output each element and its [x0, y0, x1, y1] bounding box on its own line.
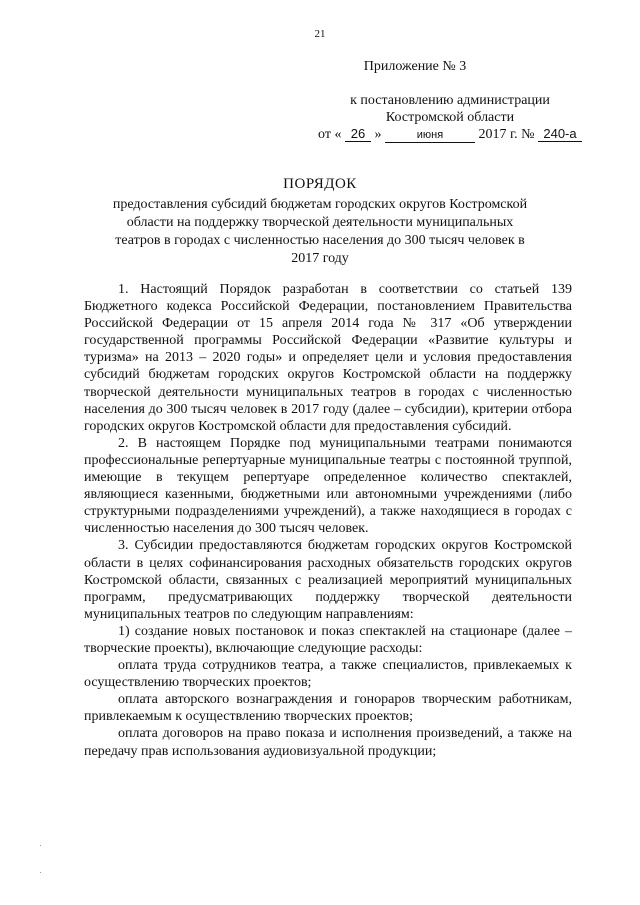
appendix-line-2: Костромской области [385, 110, 515, 125]
document-title: ПОРЯДОК [283, 176, 357, 192]
paragraph-3: 3. Субсидии предоставляются бюджетам городских округов Костромской области в целях софинансирования расходных обязательств городских округов Костромской области, связанных с реализацией мероприятий муниципальных программ, предусматривающих поддержку творческой деятельности муниципальных театров по следующим направлениям: [84, 538, 572, 622]
date-prefix: от « [318, 127, 342, 142]
document-subtitle: предоставления субсидий бюджетам городских округов Костромской области на поддержку творческой деятельности муниципальных театров в городах с численностью населения до 300 тысяч человек в 2017 году [112, 197, 528, 266]
paragraph-4: 1) создание новых постановок и показ спектаклей на стационаре (далее – творческие проекты), включающие следующие расходы: [84, 623, 572, 656]
scan-speck [40, 845, 41, 846]
page-number: 21 [314, 28, 326, 40]
appendix-line-1: к постановлению администрации [350, 93, 550, 108]
date-day: 26 [345, 127, 371, 142]
appendix-date-line [300, 126, 600, 143]
resolution-number: 240-а [538, 127, 582, 142]
paragraph-1: 1. Настоящий Порядок разработан в соответствии со статьей 139 Бюджетного кодекса Российской Федерации, постановлением Правительства Российской Федерации от 15 апреля 2014 года № 317 «Об утверждении государственной программы Российской Федерации «Развитие культуры и туризма» на 2013 – 2020 годы» и определяет цели и условия предоставления субсидий бюджетам городских округов Костромской области на поддержку творческой деятельности муниципальных театров в городах с численностью населения до 300 тысяч человек в 2017 году (далее – субсидии), критерии отбора городских округов Костромской области для предоставления субсидий. [84, 282, 572, 434]
appendix-title: Приложение № 3 [363, 59, 467, 74]
paragraph-6: оплата авторского вознаграждения и гонораров творческим работникам, привлекаемым к осуществлению творческих проектов; [84, 692, 572, 725]
scan-speck [40, 872, 41, 873]
document-body [84, 281, 572, 760]
paragraph-2: 2. В настоящем Порядке под муниципальными театрами понимаются профессиональные репертуарные муниципальные театры с постоянной труппой, имеющие в текущем репертуаре определенное количество спектаклей, являющиеся казенными, бюджетными или автономными учреждениями (либо структурными подразделениями учреждений), а также находящиеся в городах с численностью населения до 300 тысяч человек. [84, 435, 572, 537]
date-mid: » [374, 127, 382, 142]
date-year: 2017 г. № [478, 127, 535, 142]
paragraph-7: оплата договоров на право показа и исполнения произведений, а также на передачу прав использования аудиовизуальной продукции; [84, 726, 572, 759]
date-month: июня [385, 128, 475, 143]
paragraph-5: оплата труда сотрудников театра, а также специалистов, привлекаемых к осуществлению творческих проектов; [84, 658, 572, 691]
